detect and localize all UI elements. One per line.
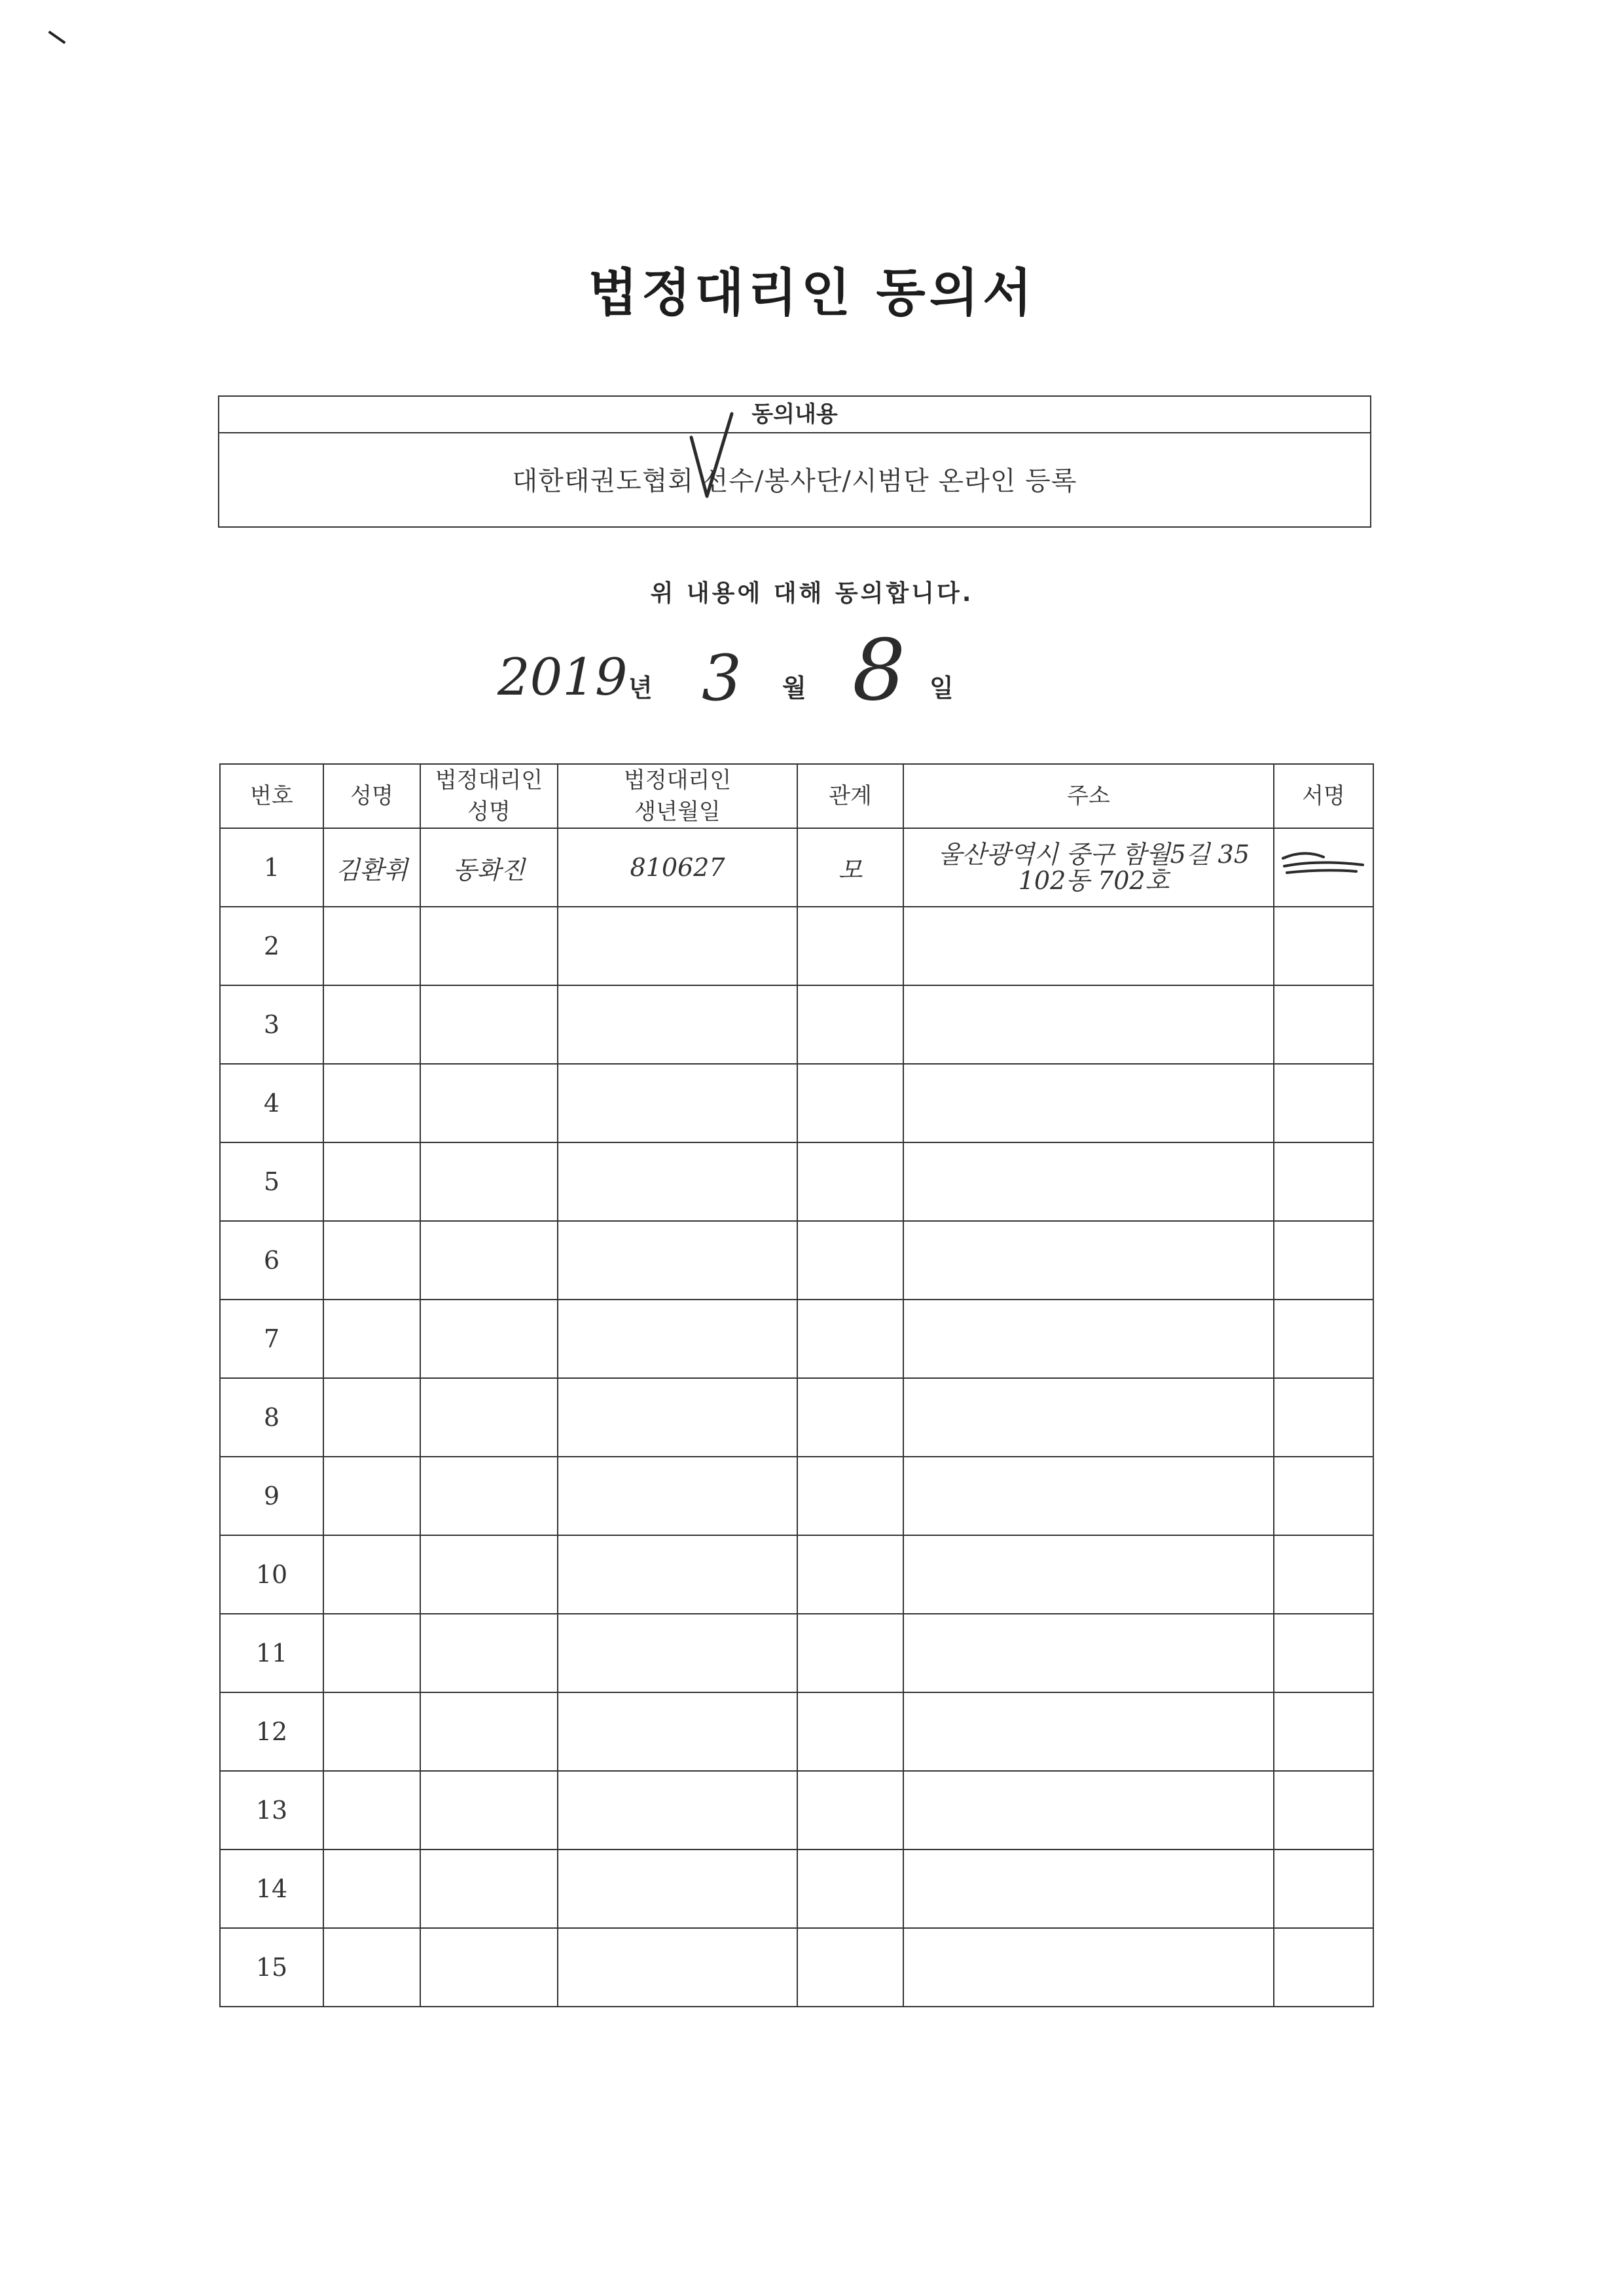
cell-number: 5 — [220, 1142, 323, 1221]
cell-address — [903, 1928, 1274, 2007]
date-month-value: 3 — [702, 642, 742, 715]
cell-relation — [797, 1221, 903, 1300]
cell-number: 10 — [220, 1535, 323, 1614]
cell-number: 14 — [220, 1850, 323, 1928]
signature-scribble-icon — [1278, 845, 1369, 884]
cell-guardian-name — [420, 1300, 558, 1378]
cell-guardian-name — [420, 907, 558, 985]
cell-guardian-birthdate — [558, 1457, 797, 1535]
date-day-unit: 일 — [929, 674, 954, 702]
date-month-unit: 월 — [782, 674, 806, 702]
cell-guardian-name — [420, 1614, 558, 1692]
cell-name — [323, 1535, 420, 1614]
cell-guardian-name — [420, 1771, 558, 1850]
cell-relation: 모 — [797, 828, 903, 907]
cell-guardian-name — [420, 1850, 558, 1928]
cell-name — [323, 1300, 420, 1378]
table-row — [220, 907, 1373, 985]
consent-box — [218, 395, 1371, 528]
cell-relation — [797, 985, 903, 1064]
cell-guardian-birthdate — [558, 1378, 797, 1457]
cell-number: 2 — [220, 907, 323, 985]
cell-address — [903, 1614, 1274, 1692]
cell-address — [903, 1692, 1274, 1771]
cell-guardian-birthdate — [558, 1142, 797, 1221]
cell-number: 4 — [220, 1064, 323, 1142]
cell-signature — [1274, 1221, 1373, 1300]
cell-number: 15 — [220, 1928, 323, 2007]
cell-relation — [797, 1928, 903, 2007]
cell-signature — [1274, 985, 1373, 1064]
cell-guardian-birthdate — [558, 1221, 797, 1300]
cell-name — [323, 1142, 420, 1221]
cell-relation — [797, 1300, 903, 1378]
cell-guardian-birthdate — [558, 1771, 797, 1850]
checkmark-icon — [689, 411, 734, 503]
cell-guardian-birthdate — [558, 1614, 797, 1692]
cell-signature — [1274, 1064, 1373, 1142]
cell-guardian-birthdate — [558, 907, 797, 985]
table-row — [220, 1928, 1373, 2007]
cell-name — [323, 1457, 420, 1535]
cell-name — [323, 907, 420, 985]
table-row — [220, 1692, 1373, 1771]
cell-signature — [1274, 828, 1373, 907]
cell-signature — [1274, 1692, 1373, 1771]
cell-name — [323, 1692, 420, 1771]
cell-relation — [797, 1850, 903, 1928]
cell-number: 7 — [220, 1300, 323, 1378]
table-row — [220, 1850, 1373, 1928]
cell-address — [903, 1850, 1274, 1928]
table-row — [220, 1300, 1373, 1378]
table-row — [220, 1378, 1373, 1457]
cell-guardian-name — [420, 1378, 558, 1457]
cell-guardian-birthdate — [558, 985, 797, 1064]
cell-relation — [797, 1535, 903, 1614]
cell-number: 6 — [220, 1221, 323, 1300]
cell-number: 1 — [220, 828, 323, 907]
cell-relation — [797, 1142, 903, 1221]
cell-relation — [797, 1692, 903, 1771]
col-header-guardian-birthdate: 법정대리인 생년월일 — [558, 764, 797, 828]
cell-guardian-birthdate — [558, 1928, 797, 2007]
table-row — [220, 1614, 1373, 1692]
cell-signature — [1274, 907, 1373, 985]
cell-relation — [797, 1457, 903, 1535]
col-header-number: 번호 — [220, 764, 323, 828]
cell-relation — [797, 1614, 903, 1692]
consent-content: 대한태권도협회 선수/봉사단/시범단 온라인 등록 — [512, 466, 1077, 496]
cell-guardian-name — [420, 1928, 558, 2007]
cell-number: 11 — [220, 1614, 323, 1692]
cell-signature — [1274, 1378, 1373, 1457]
cell-signature — [1274, 1771, 1373, 1850]
scan-mark — [48, 31, 66, 44]
cell-guardian-birthdate — [558, 1692, 797, 1771]
cell-guardian-birthdate: 810627 — [558, 828, 797, 907]
cell-address: 울산광역시 중구 함월5길 35 102동 702호 — [903, 828, 1274, 907]
cell-guardian-name — [420, 1692, 558, 1771]
cell-address — [903, 907, 1274, 985]
cell-number: 13 — [220, 1771, 323, 1850]
cell-guardian-birthdate — [558, 1535, 797, 1614]
cell-guardian-name — [420, 985, 558, 1064]
table-row — [220, 1064, 1373, 1142]
col-header-guardian-name: 법정대리인 성명 — [420, 764, 558, 828]
cell-guardian-name — [420, 1535, 558, 1614]
cell-address — [903, 1771, 1274, 1850]
date-line — [0, 622, 1624, 720]
cell-address — [903, 1221, 1274, 1300]
col-header-signature: 서명 — [1274, 764, 1373, 828]
cell-address — [903, 1300, 1274, 1378]
cell-name — [323, 1378, 420, 1457]
cell-guardian-name: 동화진 — [420, 828, 558, 907]
table-row — [220, 1142, 1373, 1221]
cell-relation — [797, 1378, 903, 1457]
cell-name: 김환휘 — [323, 828, 420, 907]
cell-signature — [1274, 1142, 1373, 1221]
table-row — [220, 828, 1373, 907]
table-row — [220, 1457, 1373, 1535]
cell-address — [903, 1535, 1274, 1614]
cell-address — [903, 985, 1274, 1064]
consent-header: 동의내용 — [219, 397, 1370, 433]
cell-relation — [797, 907, 903, 985]
cell-address — [903, 1378, 1274, 1457]
cell-guardian-birthdate — [558, 1850, 797, 1928]
cell-relation — [797, 1064, 903, 1142]
cell-address — [903, 1457, 1274, 1535]
cell-guardian-name — [420, 1221, 558, 1300]
cell-name — [323, 1771, 420, 1850]
cell-signature — [1274, 1850, 1373, 1928]
cell-name — [323, 985, 420, 1064]
agreement-statement: 위 내용에 대해 동의합니다. — [650, 580, 974, 607]
cell-guardian-name — [420, 1457, 558, 1535]
cell-guardian-birthdate — [558, 1064, 797, 1142]
document-title: 법정대리인 동의서 — [588, 264, 1036, 323]
cell-number: 3 — [220, 985, 323, 1064]
col-header-name: 성명 — [323, 764, 420, 828]
col-header-address: 주소 — [903, 764, 1274, 828]
cell-guardian-birthdate — [558, 1300, 797, 1378]
date-day-value: 8 — [852, 622, 906, 720]
cell-address — [903, 1142, 1274, 1221]
table-row — [220, 1535, 1373, 1614]
cell-guardian-name — [420, 1064, 558, 1142]
col-header-relation: 관계 — [797, 764, 903, 828]
table-row — [220, 985, 1373, 1064]
cell-number: 12 — [220, 1692, 323, 1771]
table-row — [220, 1221, 1373, 1300]
table-header-row — [220, 764, 1373, 828]
date-year-unit: 년 — [628, 674, 653, 702]
cell-number: 9 — [220, 1457, 323, 1535]
table-row — [220, 1771, 1373, 1850]
cell-name — [323, 1221, 420, 1300]
cell-name — [323, 1850, 420, 1928]
date-year-value: 2019 — [497, 648, 628, 707]
cell-signature — [1274, 1457, 1373, 1535]
cell-signature — [1274, 1928, 1373, 2007]
cell-name — [323, 1614, 420, 1692]
cell-guardian-name — [420, 1142, 558, 1221]
cell-number: 8 — [220, 1378, 323, 1457]
guardian-table — [219, 763, 1374, 2007]
cell-relation — [797, 1771, 903, 1850]
cell-signature — [1274, 1535, 1373, 1614]
cell-name — [323, 1928, 420, 2007]
cell-name — [323, 1064, 420, 1142]
cell-signature — [1274, 1614, 1373, 1692]
cell-signature — [1274, 1300, 1373, 1378]
cell-address — [903, 1064, 1274, 1142]
